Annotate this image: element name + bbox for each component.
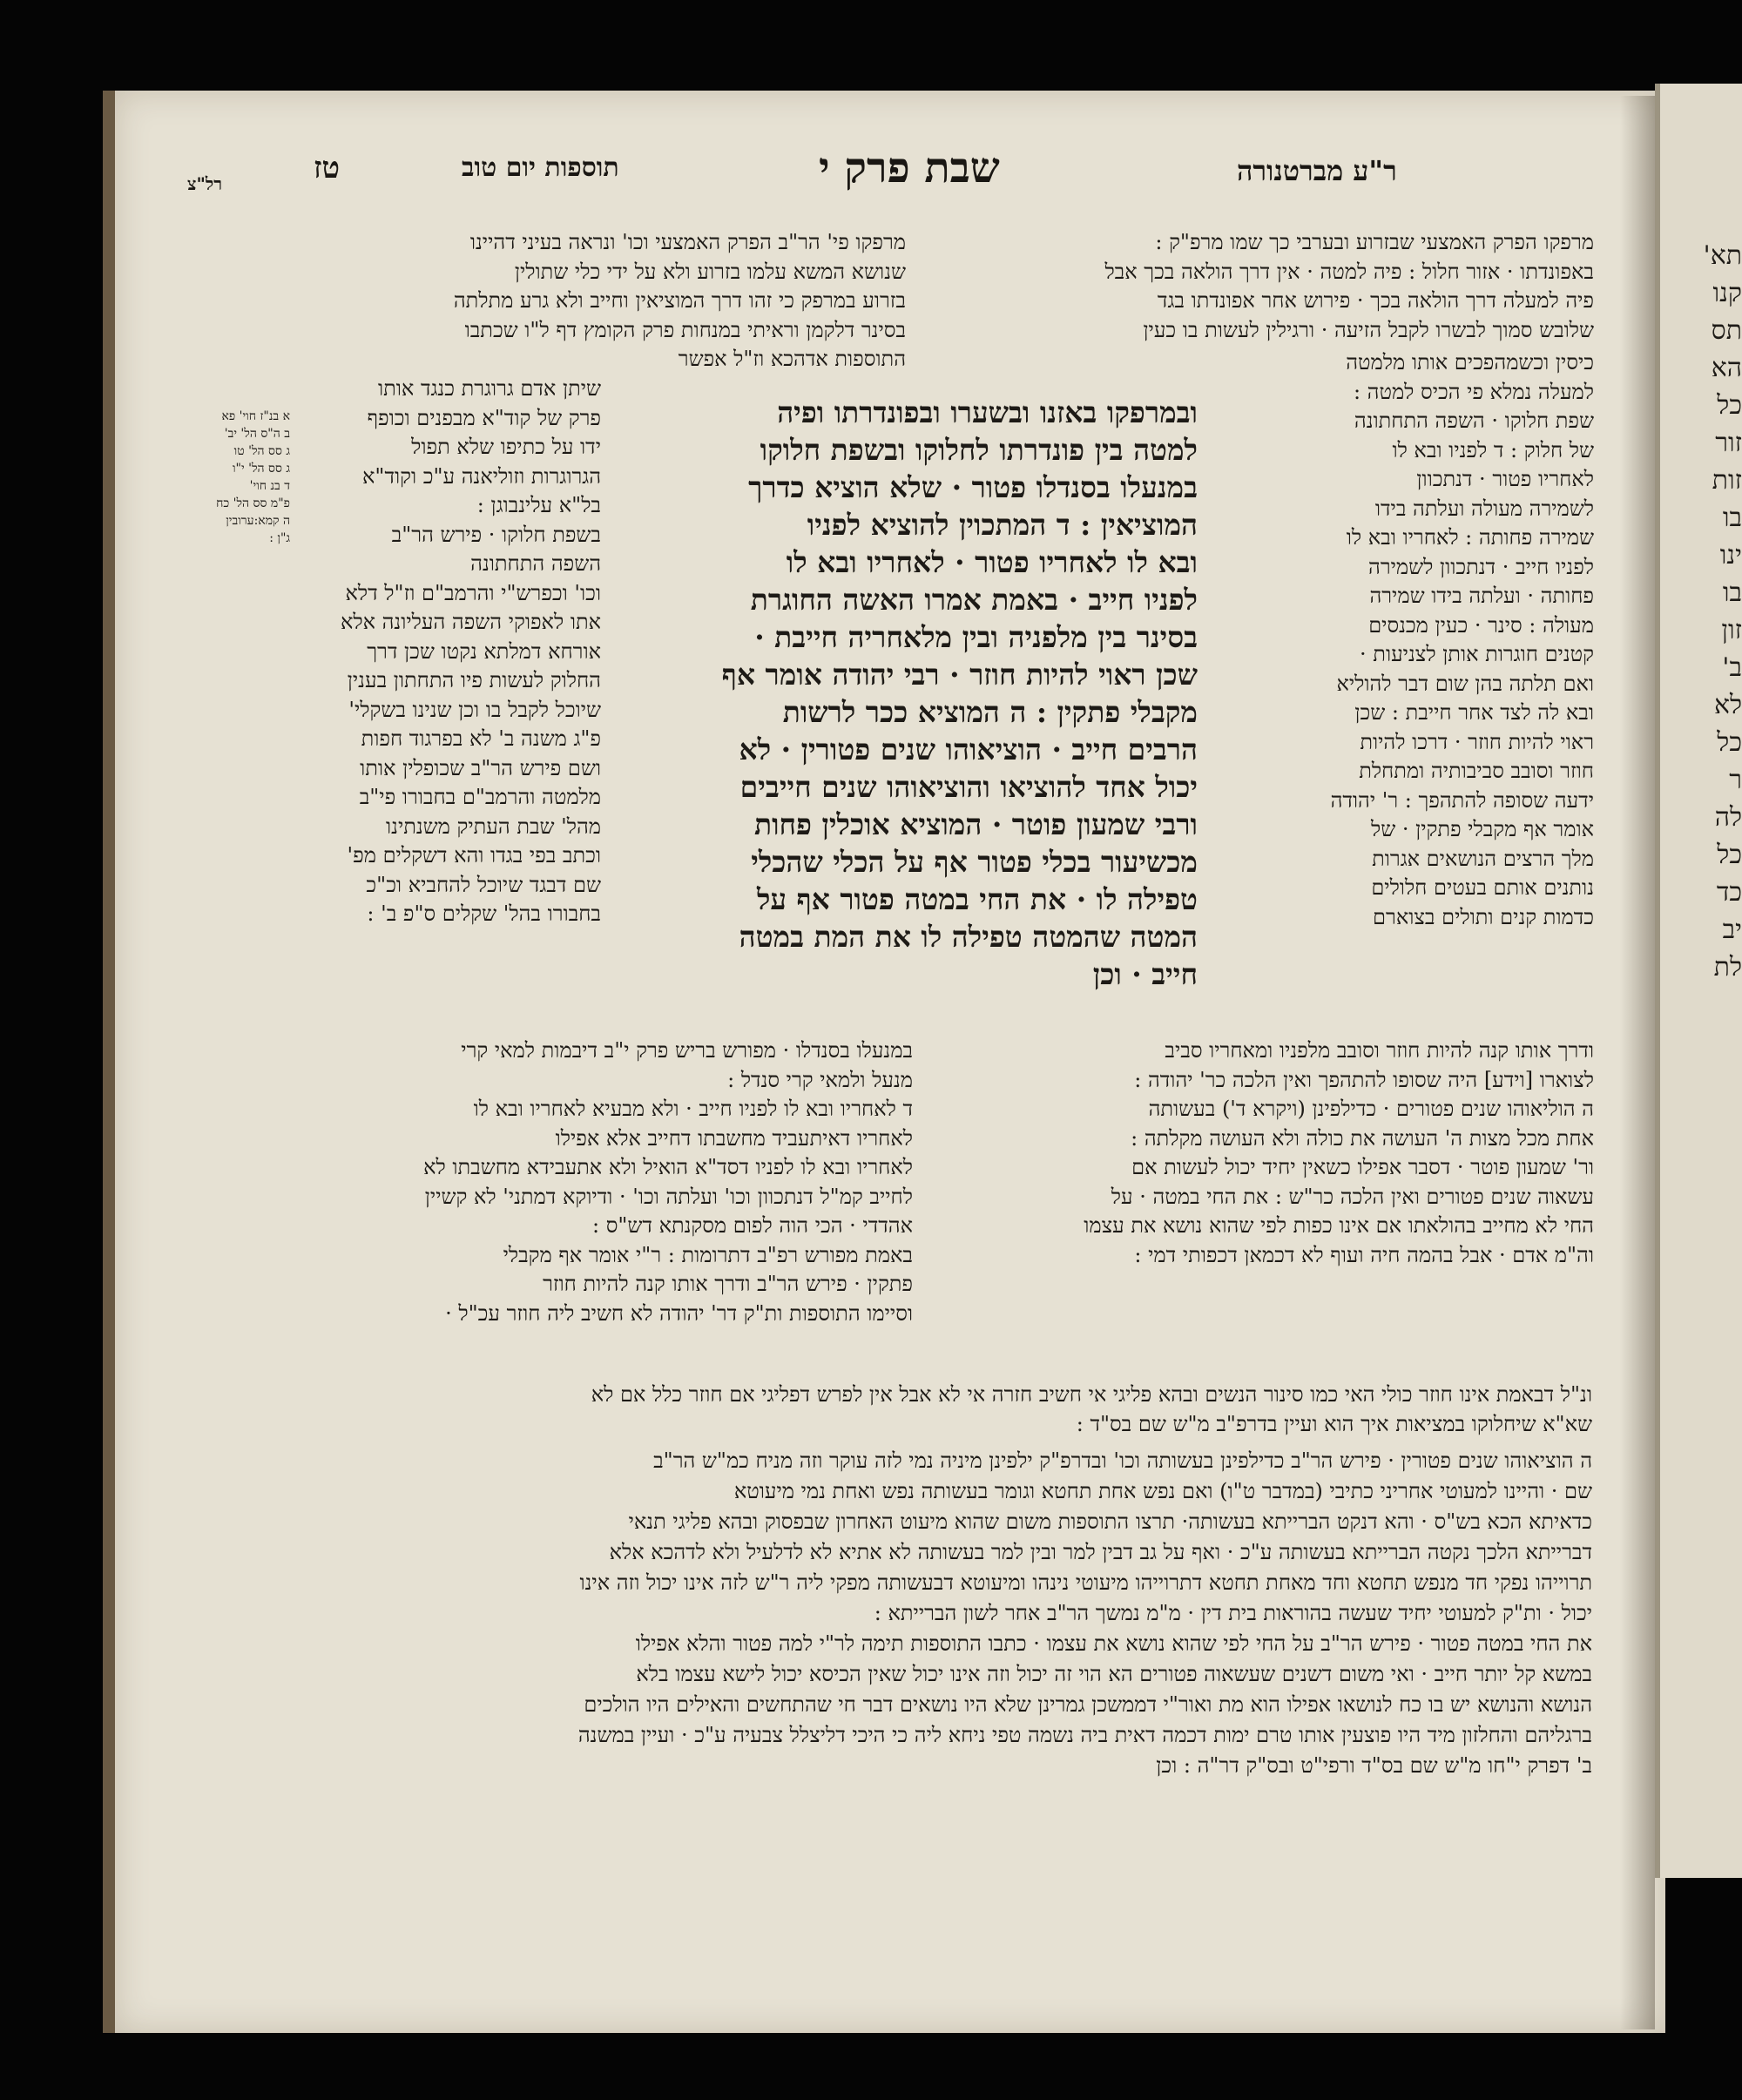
text-line: לפניו חייב · דנתכוון לשמירה [1368, 554, 1594, 579]
text-line: שא"א שיחלוקו במציאות איך הוא ועיין בדרפ"ב מ"ש שם בס"ד : [1076, 1411, 1592, 1436]
text-line: התוספות אדהכא וז"ל אפשר [678, 347, 906, 371]
text-line: פתקין · פירש הר"ב ודרך אותו קנה להיות חוזר [543, 1272, 913, 1296]
text-line: דברייתא הלכך נקטה הברייתא בעשותה ע"כ · ואף על גב דבין למר ובין למר בעשותה לא אתיא לא לדלעיל ולא לדהכא אלא [609, 1540, 1592, 1564]
page-number: טז [314, 151, 341, 186]
tosafot-wide [277, 1381, 1592, 1439]
tosafot-yom-tov-title: תוספות יום טוב [462, 152, 619, 183]
text-line: כדמות קנים ותולים בצוארם [1373, 904, 1594, 929]
fragment: תס [1711, 315, 1742, 346]
running-header [165, 144, 1594, 196]
text-line: בחבורו בהל' שקלים ס"פ ב' : [367, 901, 601, 926]
bartenura-top [949, 228, 1594, 345]
text-line: לשמירה מעולה ועלתה בידו [1374, 496, 1594, 521]
text-line: מהל' שבת העתיק משנתינו [386, 814, 601, 839]
text-line: ושם פירש הר"ב שכופלין אותו [360, 755, 601, 780]
text-line: פחותה · ועלתה בידו שמירה [1369, 584, 1594, 608]
text-line: וכו' וכפרש"י והרמב"ם וז"ל דלא [345, 580, 601, 605]
text-line: בזרוע במרפק כי זהו דרך המוציאין וחייב ולא גרע מתלתה [453, 288, 906, 313]
ref-note: ג סס הל' י"ו [232, 462, 290, 476]
text-line: ברגליהם והחלזון מיד היו פוצעין אותו טרם ימות דכמה דאית ביה נשמה טפי ניחא ליה כי היכי דליצלל צבעיה ע"כ · ועיין במשנה [577, 1723, 1592, 1747]
ref-note: ה קמא:ערובין [226, 514, 290, 528]
text-line: שיוכל לקבל בו וכן שנינו בשקלי' [348, 697, 601, 722]
text-line: כדאיתא הכא בש"ס · והא דנקט הברייתא בעשותה· תרצו התוספות משום שהוא מיעוט האחרון שבפסוק ובהא פליגי תנאי [628, 1509, 1592, 1534]
tosafot-bottom [277, 1446, 1592, 1781]
text-line: לפניו חייב · באמת אמרו האשה החוגרת [750, 583, 1198, 617]
text-line: ה הוציאוהו שנים פטורין · פירש הר"ב כדילפינן בעשותה וכו' ובדרפ"ק ילפינן מיניה נמי לזה עוקר וזה מניח כמ"ש הר"ב [653, 1448, 1592, 1473]
text-line: באמת מפורש רפ"ב דתרומות : ר"י אומר אף מקבלי [503, 1242, 913, 1267]
text-line: מרפקו הפרק האמצעי שבזרוע ובערבי כך שמו מרפ"ק : [1155, 230, 1594, 254]
fragment: כד [1716, 877, 1742, 908]
text-line: ונ"ל דבאמת אינו חוזר כולי האי כמו סינור הנשים ובהא פליגי אי חשיב חזרה אי לא אבל אין לפרש דפליגי אם חוזר כלל אם לא [591, 1382, 1592, 1407]
fragment: כל [1717, 390, 1742, 421]
text-line: מרפקו פי' הר"ב הפרק האמצעי וכו' ונראה בעיני דהיינו [469, 230, 906, 254]
text-line: החלוק לעשות פיו התחתון בענין [347, 668, 601, 692]
text-line: אומר אף מקבלי פתקין · של [1370, 817, 1594, 841]
text-line: באפונדתו · אזור חלול : פיה למטה · אין דרך הולאה בכך אבל [1104, 259, 1594, 284]
text-line: חוזר וסובב סביבותיה ומתחלת [1359, 759, 1594, 783]
text-line: פרק של קוד"א מבפנים וכופף [367, 405, 601, 430]
text-line: למעלה נמלא פי הכיס למטה : [1353, 379, 1594, 404]
text-line: המוציאין : ד המתכוין להוציא לפניו [807, 508, 1198, 542]
text-line: לחייב קמ"ל דנתכוון וכו' ועלתה וכו' · ודיוקא דמתני' לא קשיין [424, 1184, 913, 1209]
text-line: בסינר דלקמן וראיתי במנחות פרק הקומץ דף ל"ו שכתבו [464, 317, 906, 342]
fragment: תא' [1703, 240, 1742, 271]
text-line: מעולה : סינר · כעין מכנסים [1368, 612, 1594, 638]
text-line: פיה למעלה דרך הולאה בכך · פירוש אחר אפונדתו בגד [1157, 288, 1594, 313]
text-line: אורחא דמלתא נקטו שכן דרך [367, 638, 601, 664]
fragment: יב [1722, 915, 1742, 945]
right-page-fragments [1695, 237, 1742, 986]
ref-note: ד בנ חוי' [249, 479, 290, 493]
text-line: שם · והיינו למעוטי אחריני כתיבי (במדבר ט"ו) ואם נפש אחת תחטא וגומר בעשותה נפש ואחת נמי מיעוטא [733, 1479, 1592, 1503]
text-line: לאחריו ובא לו לפניו דסד"א הואיל ולא אתעבידא מחשבתו לא [423, 1155, 913, 1179]
text-line: בסינר בין מלפניה ובין מלאחריה חייבת · [754, 620, 1198, 654]
text-line: וכתב בפי בגדו והא דשקלים מפ' [347, 843, 601, 868]
fragment: זות [1712, 465, 1742, 496]
text-line: וה"מ אדם · אבל בהמה חיה ועוף לא דכמאן דכפותי דמי : [1134, 1242, 1594, 1267]
text-line: תרוייהו נפקי חד מנפש תחטא וחד מאחת תחטא דתרוייהו מיעוטי נינהו ומיעוטא דבעשותה מפקי ליה ר"ש לזה אינו יכול וזה אינו [579, 1570, 1592, 1595]
chapter-title: שבת פרק י [819, 144, 1000, 192]
fragment: בו [1722, 577, 1742, 608]
text-line: ואם תלתה בהן שום דבר להוליא [1336, 671, 1594, 696]
fragment: בו [1722, 503, 1742, 533]
text-line: מנעל ולמאי קרי סנדל : [727, 1067, 913, 1092]
text-line: וסיימו התוספות ות"ק דר' יהודה לא חשיב ליה חוזר עכ"ל · [445, 1300, 913, 1326]
text-line: במנעלו בסנדלו פטור · שלא הוציא כדרך [748, 470, 1198, 504]
text-line: ראוי להיות חוזר · דרכו להיות [1360, 729, 1594, 754]
bartenura-right-column [1219, 348, 1594, 932]
fragment: לא [1713, 690, 1742, 720]
fragment: כל [1717, 840, 1742, 870]
ref-note: פ"מ סס הל' כח [216, 496, 290, 510]
text-line: עשאוה שנים פטורים ואין הלכה כר"ש : את החי במטה · על [1111, 1184, 1594, 1209]
text-line: ידעה שסופה להתהפך : ר' יהודה [1330, 787, 1594, 813]
text-line: ובמרפקו באזנו ובשערו ובפונדרתו ופיה [777, 395, 1198, 429]
text-line: ור' שמעון פוטר · דסבר אפילו כשאין יחיד יכול לעשות אם [1131, 1155, 1594, 1179]
ref-note: ב ה"ס הל' יב' [224, 427, 290, 441]
text-line: ידו על כתיפו שלא תפול [411, 435, 601, 459]
text-line: טפילה לו · את החי במטה פטור אף על [756, 882, 1198, 916]
text-line: החי לא מחייב בהולאתו אם אינו כפות לפי שהוא נושא את עצמו [1084, 1213, 1594, 1238]
text-line: ובא לו לאחריו פטור · לאחריו ובא לו [786, 545, 1198, 579]
text-line: של חלוק : ד לפניו ובא לו [1392, 437, 1594, 463]
text-line: במשא קל יותר חייב · ואי משום דשנים שעשאוה פטורים הא הוי זה יכול וזה אינו יכול שאין הכיסא יכול לישא עצמו בלא [636, 1662, 1592, 1686]
text-line: המטה שהמטה טפילה לו את המת במטה [739, 920, 1198, 954]
text-line: קטנים חוגרות אותן לצניעות · [1360, 642, 1594, 666]
bartenura-title: ר"ע מברטנורה [1237, 154, 1397, 187]
fragment: לה [1714, 802, 1742, 833]
fragment: הא [1711, 353, 1742, 383]
text-line: מקבלי פתקין : ה המוציא ככר לרשות [782, 695, 1198, 729]
text-line: מכשיעור בכלי פטור אף על הכלי שהכלי [751, 845, 1198, 879]
ref-note: ג"ן : [269, 531, 290, 545]
text-line: ורבי שמעון פוטר · המוציא אוכלין פחות [753, 807, 1198, 841]
text-line: לאחריו פטור · דנתכוון [1416, 467, 1594, 491]
text-line: לאחריו דאיתעביד מחשבתו דחייב אלא אפילו [555, 1125, 913, 1151]
text-line: חייב · וכן [1092, 957, 1198, 991]
fragment: ינו [1719, 540, 1742, 571]
fragment: זון [1721, 615, 1742, 645]
ref-note: א בנ"ז חוי' פא [221, 409, 290, 423]
text-line: ב' דפרק י"חו מ"ש שם בס"ד ורפי"ט ובס"ק דר"ה : וכן [1156, 1753, 1592, 1778]
text-line: שם דבגד שיוכל להחביא וכ"כ [366, 872, 601, 897]
fragment: זור [1715, 428, 1742, 458]
text-line: במנעלו בסנדלו · מפורש בריש פרק י"ב דיבמות למאי קרי [461, 1038, 913, 1063]
tosafot-left-column [277, 375, 601, 929]
text-line: שפת חלוקו · השפה התחתונה [1354, 409, 1594, 433]
text-line: הנושא והנושא יש בו כח לנושאו אפילו הוא מת ואור"י דממשכן גמרינן שלא היו נושאים דבר חי שהתחשים והאילים היו הולכים [584, 1692, 1592, 1717]
header-left-tag: רל"צ [187, 173, 223, 194]
text-line: שיתן אדם גרוגרת כנגד אותו [378, 376, 601, 401]
text-line: אהדדי · הכי הוה לפום מסקנתא דש"ס : [592, 1213, 913, 1238]
fragment: כל [1717, 727, 1742, 758]
text-line: יכול · ות"ק למעוטי יחיד שעשה בהוראות בית דין · מ"מ נמשך הר"ב אחר לשון הברייתא : [874, 1601, 1592, 1625]
text-line: לצוארו [וידע] היה שסופו להתהפך ואין הלכה כר' יהודה : [1134, 1067, 1594, 1092]
text-line: הגרוגרות וזוליאנה ע"כ וקוד"א [362, 463, 601, 489]
fragment: ר [1729, 765, 1742, 795]
text-line: אתו לאפוקי השפה העליונה אלא [340, 610, 601, 634]
text-line: נותנים אותם בעטים חלולים [1371, 875, 1594, 900]
fragment: קנו [1712, 278, 1742, 308]
text-line: למטה בין פונדרתו לחלוקו ובשפת חלוקו [760, 433, 1198, 467]
text-line: את החי במטה פטור · פירש הר"ב על החי לפי שהוא נושא את עצמו · כתבו התוספות תימה לר"י למה פטור והלא אפילו [635, 1631, 1592, 1656]
marginal-references [164, 408, 290, 547]
gutter-shadow [1620, 96, 1655, 2029]
text-line: בשפת חלוקו · פירש הר"ב [391, 522, 601, 547]
text-line: ובא לה לצד אחר חייבת : שכן [1354, 700, 1594, 725]
fragment: לת [1713, 952, 1742, 982]
text-line: השפה התחתונה [470, 551, 601, 576]
bartenura-bottom [932, 1036, 1594, 1270]
mishnah-text [640, 394, 1198, 993]
text-line: אחת מכל מצות ה' העושה את כולה ולא העושה מקלתה : [1131, 1125, 1594, 1151]
text-line: מלך הרצים הנושאים אגרות [1372, 846, 1594, 871]
text-line: שנושא המשא עלמו בזרוע ולא על ידי כלי שתולין [514, 259, 906, 284]
text-line: שמירה פחותה : לאחריו ובא לו [1346, 525, 1594, 550]
tosafot-top [279, 228, 906, 375]
text-line: בל"א עלינבוגן : [476, 493, 601, 517]
text-line: שכן ראוי להיות חוזר · רבי יהודה אומר אף [721, 658, 1198, 692]
text-line: ה הוליאוהו שנים פטורים · כדילפינן (ויקרא ד') בעשותה [1148, 1097, 1594, 1121]
text-line: הרבים חייב · הוציאוהו שנים פטורין · לא [739, 733, 1198, 766]
text-line: יכול אחד להוציאו והוציאוהו שנים חייבים [739, 770, 1198, 804]
fragment: ב' [1722, 652, 1742, 683]
text-line: ד לאחריו ובא לו לפניו חייב · ולא מבעיא לאחריו ובא לו [473, 1097, 913, 1121]
text-line: שלובש סמוך לבשרו לקבל הזיעה · ורגילין לעשות בו כעין [1143, 317, 1594, 342]
text-line: פ"ג משנה ב' לא בפרגוד חפות [361, 726, 601, 751]
text-line: ודרך אותו קנה להיות חוזר וסובב מלפניו ומאחריו סביב [1165, 1038, 1594, 1063]
ref-note: ג סס הל' טו [233, 444, 290, 458]
tosafot-middle [277, 1036, 913, 1328]
text-line: מלמטה והרמב"ם בחבורו פי"ב [359, 785, 601, 809]
text-line: כיסין וכשמהפכים אותו מלמטה [1346, 350, 1594, 375]
